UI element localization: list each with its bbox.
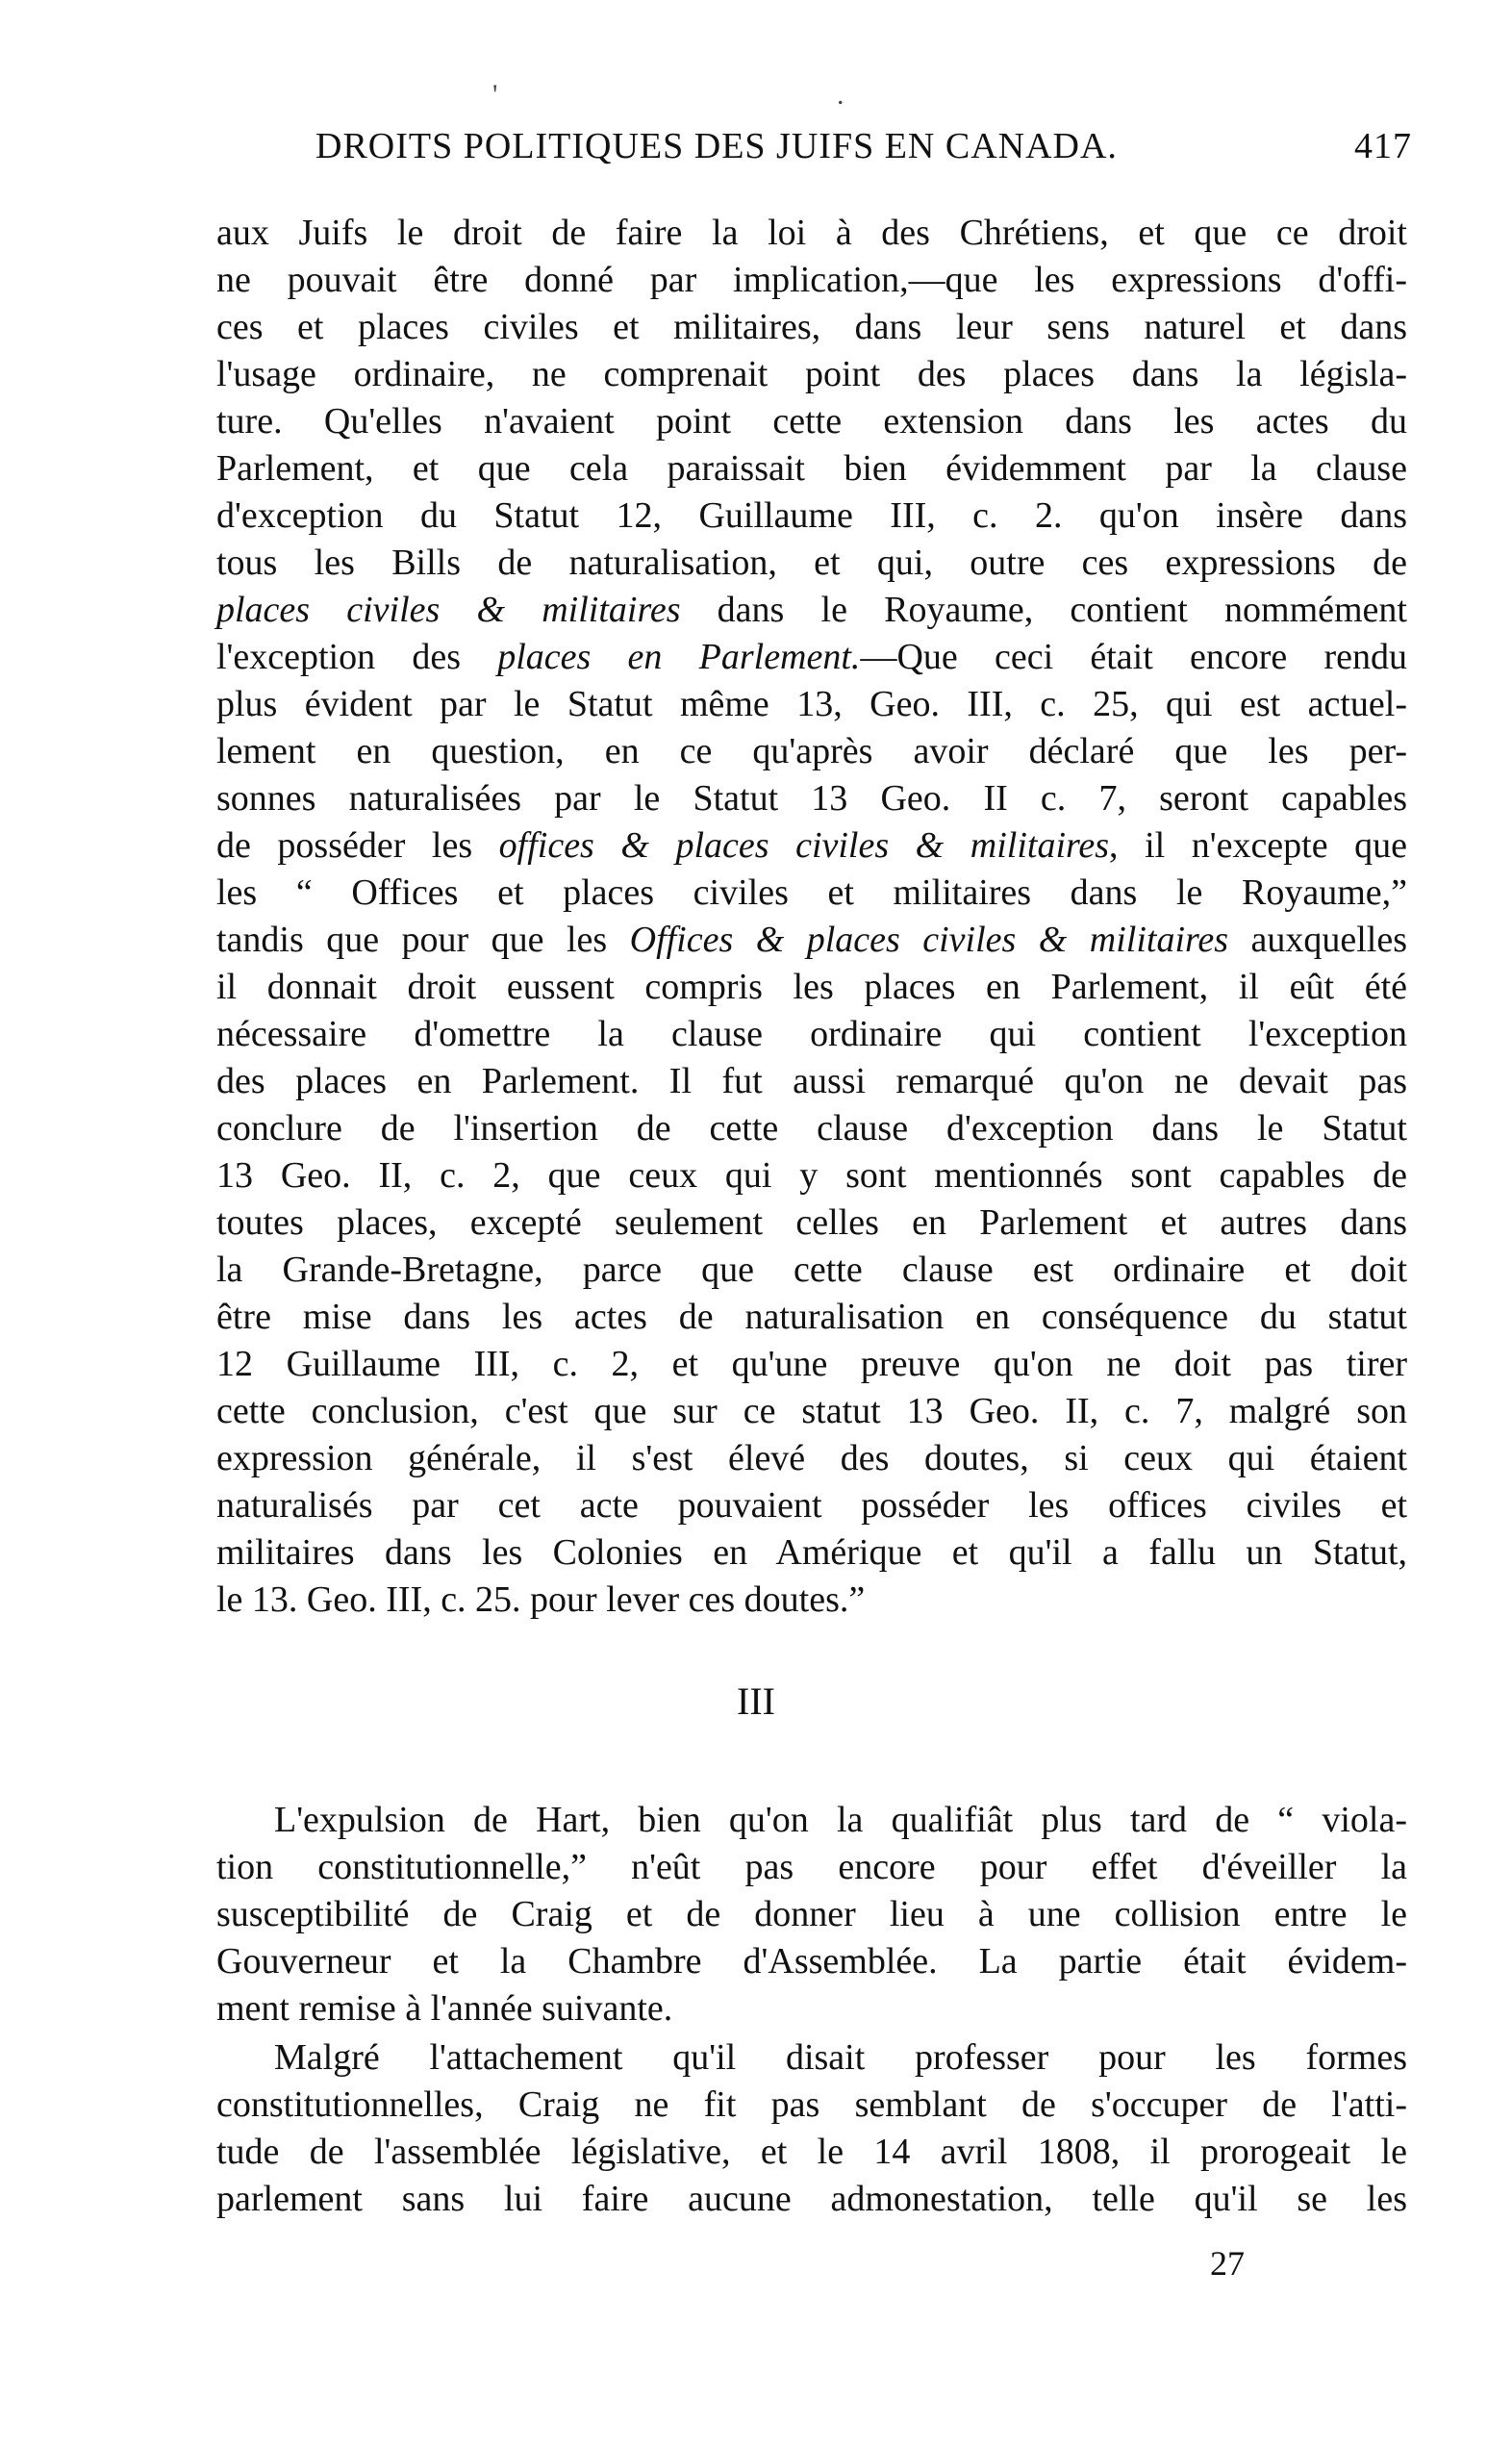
text-segment: l'exception des	[216, 637, 498, 677]
paragraph-hart-expulsion	[216, 1797, 1407, 2032]
running-title: DROITS POLITIQUES DES JUIFS EN CANADA.	[315, 126, 1118, 166]
signature-mark: 27	[1210, 2244, 1245, 2283]
italic-phrase: places civiles & militaires	[216, 590, 681, 630]
text-line: Gouverneur et la Chambre d'Assemblée. La partie était évidem-	[216, 1941, 1407, 1982]
text-line: constitutionnelles, Craig ne fit pas semblant de s'occuper de l'atti-	[216, 2084, 1407, 2125]
text-line: nécessaire d'omettre la clause ordinaire qui contient l'exception	[216, 1014, 1407, 1054]
text-line: tude de l'assemblée législative, et le 14 avril 1808, il prorogeait le	[216, 2132, 1407, 2172]
text-line: L'expulsion de Hart, bien qu'on la qualifiât plus tard de “ viola-	[274, 1800, 1407, 1840]
text-line: 12 Guillaume III, c. 2, et qu'une preuve qu'on ne doit pas tirer	[216, 1344, 1407, 1384]
text-line: ne pouvait être donné par implication,—que les expressions d'offi-	[216, 260, 1407, 300]
text-line: être mise dans les actes de naturalisation en conséquence du statut	[216, 1297, 1407, 1337]
text-line: les “ Offices et places civiles et militaires dans le Royaume,”	[216, 872, 1407, 913]
paragraph-continuation	[216, 210, 1407, 1624]
text-segment: —Que ceci était encore rendu	[860, 637, 1407, 677]
text-line: des places en Parlement. Il fut aussi remarqué qu'on ne devait pas	[216, 1061, 1407, 1101]
text-line	[216, 917, 1407, 964]
text-line	[216, 587, 1407, 634]
text-line: tous les Bills de naturalisation, et qui, outre ces expressions de	[216, 543, 1407, 583]
text-line: tion constitutionnelle,” n'eût pas encore pour effet d'éveiller la	[216, 1847, 1407, 1887]
text-segment: tandis que pour que les	[216, 920, 630, 960]
text-line: sonnes naturalisées par le Statut 13 Geo. II c. 7, seront capables	[216, 778, 1407, 819]
italic-phrase: Offices & places civiles & militaires	[629, 920, 1229, 960]
text-line: ment remise à l'année suivante.	[216, 1988, 673, 2029]
text-line	[216, 634, 1407, 681]
text-line: Malgré l'attachement qu'il disait professer pour les formes	[274, 2037, 1407, 2078]
text-segment: auxquelles	[1228, 920, 1407, 960]
stray-mark: '	[492, 79, 498, 111]
text-line: l'usage ordinaire, ne comprenait point des places dans la législa-	[216, 354, 1407, 394]
italic-phrase: offices & places civiles & militaires	[498, 825, 1110, 866]
text-line: cette conclusion, c'est que sur ce statut 13 Geo. II, c. 7, malgré son	[216, 1391, 1407, 1431]
text-segment: de posséder les	[216, 825, 499, 866]
text-line: parlement sans lui faire aucune admonestation, telle qu'il se les	[216, 2179, 1407, 2219]
running-header	[315, 125, 1412, 183]
text-line: plus évident par le Statut même 13, Geo. III, c. 25, qui est actuel-	[216, 684, 1407, 724]
stray-mark: .	[837, 79, 844, 111]
text-line: lement en question, en ce qu'après avoir déclaré que les per-	[216, 731, 1407, 771]
text-line: expression générale, il s'est élevé des doutes, si ceux qui étaient	[216, 1438, 1407, 1478]
text-line: ces et places civiles et militaires, dans leur sens naturel et dans	[216, 307, 1407, 347]
text-line: aux Juifs le droit de faire la loi à des Chrétiens, et que ce droit	[216, 213, 1407, 253]
page-number: 417	[1354, 126, 1412, 166]
text-line	[216, 822, 1407, 870]
text-line: toutes places, excepté seulement celles en Parlement et autres dans	[216, 1202, 1407, 1243]
text-line: d'exception du Statut 12, Guillaume III, c. 2. qu'on insère dans	[216, 495, 1407, 536]
text-line: militaires dans les Colonies en Amérique et qu'il a fallu un Statut,	[216, 1532, 1407, 1573]
italic-phrase: places en Parlement.	[497, 637, 861, 677]
text-line: Parlement, et que cela paraissait bien évidemment par la clause	[216, 448, 1407, 489]
text-line: le 13. Geo. III, c. 25. pour lever ces doutes.”	[216, 1579, 866, 1620]
section-heading: III	[737, 1679, 775, 1723]
text-segment: , il n'excepte que	[1109, 825, 1407, 866]
text-line: naturalisés par cet acte pouvaient posséder les offices civiles et	[216, 1485, 1407, 1526]
text-line: 13 Geo. II, c. 2, que ceux qui y sont mentionnés sont capables de	[216, 1155, 1407, 1196]
text-line: susceptibilité de Craig et de donner lieu à une collision entre le	[216, 1894, 1407, 1934]
text-line: il donnait droit eussent compris les places en Parlement, il eût été	[216, 967, 1407, 1007]
paragraph-craig	[216, 2034, 1407, 2223]
text-line: conclure de l'insertion de cette clause d'exception dans le Statut	[216, 1108, 1407, 1149]
text-line: ture. Qu'elles n'avaient point cette extension dans les actes du	[216, 401, 1407, 442]
text-segment: dans le Royaume, contient nommément	[680, 590, 1407, 630]
text-line: la Grande-Bretagne, parce que cette clause est ordinaire et doit	[216, 1250, 1407, 1290]
